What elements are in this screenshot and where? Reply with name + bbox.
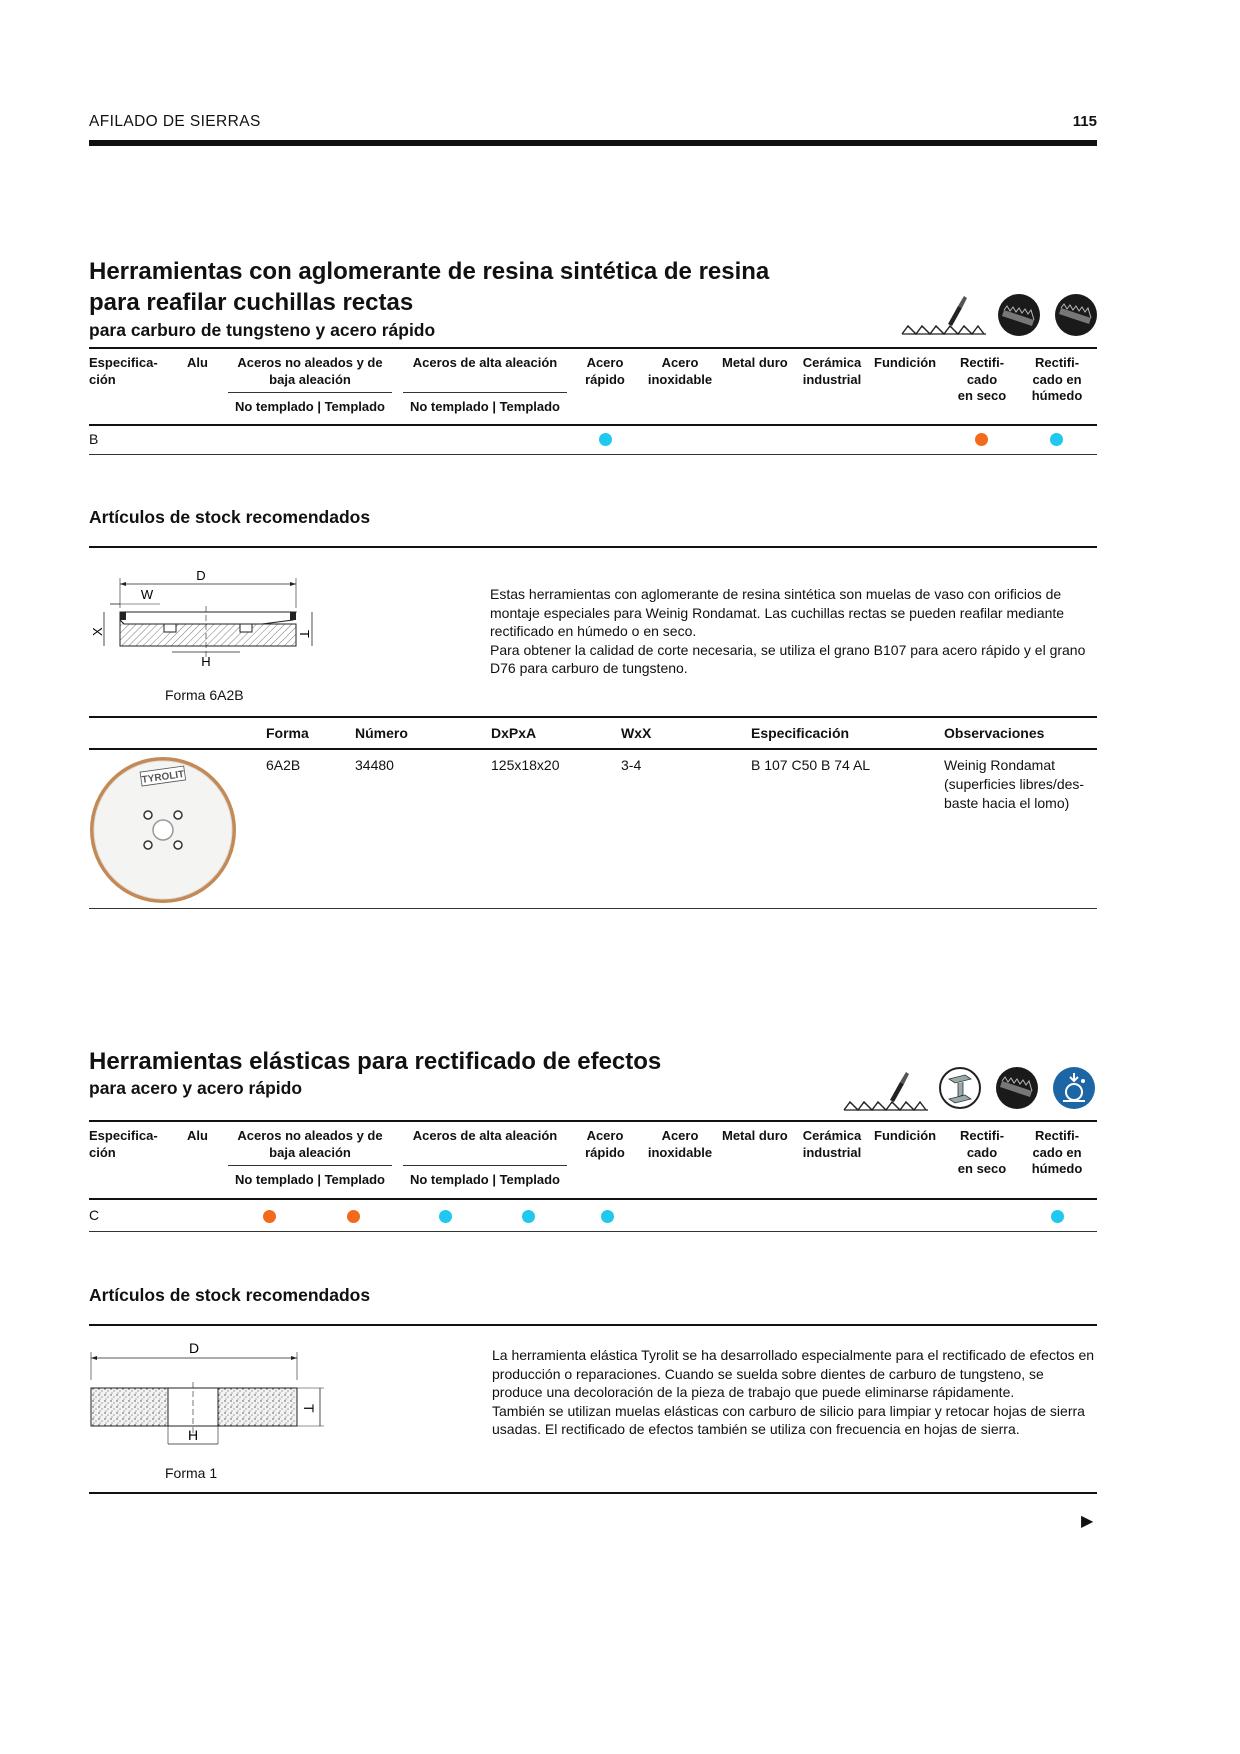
section1-title-line2: para reafilar cuchillas rectas: [89, 289, 414, 316]
col-rect-seco: Rectifi- cado en seco: [957, 355, 1007, 403]
steel-beam-icon: [939, 1067, 981, 1109]
page-number: 115: [1072, 113, 1097, 130]
col-rect-seco: Rectifi- cado en seco: [957, 1128, 1007, 1176]
saw-sharpening-icon: [900, 290, 988, 338]
col-ceramica: Cerámica industrial: [802, 355, 862, 387]
form-1-diagram: [86, 1340, 336, 1450]
dim-label-t: T: [297, 630, 312, 638]
spec-row-label: C: [89, 1207, 100, 1223]
col-especificacion: Especifica- ción: [89, 355, 158, 387]
col-aceros-alta: Aceros de alta aleación: [412, 355, 558, 370]
col-acero-rapido: Acero rápido: [585, 355, 625, 387]
dim-label-d: D: [188, 1340, 200, 1356]
col-acero-inoxidable: Acero inoxidable: [647, 355, 713, 387]
col-observaciones: Observaciones: [944, 725, 1045, 741]
col-acero-inoxidable: Acero inoxidable: [647, 1128, 713, 1160]
section1-title: [89, 256, 769, 318]
stock-rule: [89, 546, 1097, 548]
spec-table-top-rule: [89, 347, 1097, 349]
header-bar: [89, 140, 1097, 146]
subheader-rule: [228, 1165, 392, 1166]
col-forma: Forma: [266, 725, 309, 741]
stock-rule: [89, 1324, 1097, 1326]
col-metal-duro: Metal duro: [722, 1128, 788, 1143]
mark-rect-humedo: [1051, 1210, 1064, 1223]
spec-row-label: B: [89, 431, 99, 447]
subheader-rule: [403, 1165, 567, 1166]
col-aceros-no-aleados: Aceros no aleados y de baja aleación: [237, 1128, 383, 1160]
section2-description: [492, 1346, 1098, 1439]
section2-bottom-rule: [89, 1492, 1097, 1494]
mark-alta-templado: [522, 1210, 535, 1223]
cell-dxpxa: 125x18x20: [491, 757, 560, 773]
mark-no-aleados-templado: [347, 1210, 360, 1223]
tyrolit-logo: TYROLIT: [141, 769, 186, 786]
description-paragraph: Para obtener la calidad de corte necesaria, se utiliza el grano B107 para acero rápido y el grano D76 para carburo de tungsteno.: [490, 641, 1086, 677]
product-table-top-rule: [89, 716, 1097, 718]
sub-no-templado-templado: No templado | Templado: [234, 1172, 385, 1187]
dim-label-d: D: [196, 568, 206, 583]
sub-no-templado-templado: No templado | Templado: [409, 1172, 560, 1187]
saw-sharpening-icon: [842, 1066, 930, 1114]
cell-especificacion: B 107 C50 B 74 AL: [751, 757, 871, 773]
spec-table-top-rule: [89, 1120, 1097, 1122]
stock-title: Artículos de stock recomendados: [89, 507, 371, 527]
description-paragraph: La herramienta elástica Tyrolit se ha desarrollado especialmente para el rectificado de efectos en producción o reparaciones. Cuando se suelda sobre dientes de carburo de tungsteno, se produce una decoloración de la pieza de trabajo que puede eliminarse rápidamente.: [492, 1347, 1095, 1401]
next-page-arrow[interactable]: ▶: [1081, 1513, 1094, 1530]
section2-subtitle: para acero y acero rápido: [89, 1078, 303, 1098]
col-especificacion: Especifica- ción: [89, 1128, 158, 1160]
section-header: AFILADO DE SIERRAS: [89, 113, 261, 130]
cell-numero: 34480: [355, 757, 394, 773]
col-aceros-alta: Aceros de alta aleación: [412, 1128, 558, 1143]
sub-no-templado-templado: No templado | Templado: [409, 399, 560, 414]
saw-blade-dark-icon: [998, 294, 1040, 336]
col-fundicion: Fundición: [874, 1128, 937, 1143]
section1-description: [490, 585, 1098, 678]
col-rect-humedo: Rectifi- cado en húmedo: [1031, 355, 1083, 403]
spec-table-bottom-rule: [89, 1231, 1097, 1232]
form-6a2b-diagram: [86, 568, 336, 678]
description-paragraph: Estas herramientas con aglomerante de resina sintética son muelas de vaso con orificios de montaje especiales para Weinig Rondamat. Las cuchillas rectas se pueden reafilar mediante rectificado en húmedo o en seco.: [490, 586, 1065, 640]
section1-subtitle: para carburo de tungsteno y acero rápido: [89, 320, 436, 340]
mark-rect-humedo: [1050, 433, 1063, 446]
spec-table-bottom-rule: [89, 454, 1097, 455]
spec-table-header-rule: [89, 424, 1097, 426]
form-caption: Forma 6A2B: [165, 687, 244, 703]
cell-forma: 6A2B: [266, 757, 301, 773]
subheader-rule: [228, 392, 392, 393]
dim-label-x: X: [90, 627, 105, 636]
col-fundicion: Fundición: [874, 355, 937, 370]
description-paragraph: También se utilizan muelas elásticas con carburo de silicio para limpiar y retocar hojas de sierra usadas. El rectificado de efectos también se utiliza con frecuencia en hojas de sierra.: [492, 1402, 1085, 1438]
cell-wxx: 3-4: [621, 757, 642, 773]
mark-acero-rapido: [601, 1210, 614, 1223]
col-alu: Alu: [187, 1128, 208, 1143]
dim-label-w: W: [140, 587, 154, 602]
spec-table-header-rule: [89, 1198, 1097, 1200]
mark-alta-no-templado: [439, 1210, 452, 1223]
col-aceros-no-aleados: Aceros no aleados y de baja aleación: [237, 355, 383, 387]
wet-grinding-icon: [1053, 1067, 1095, 1109]
col-metal-duro: Metal duro: [722, 355, 788, 370]
col-wxx: WxX: [621, 725, 652, 741]
col-ceramica: Cerámica industrial: [802, 1128, 862, 1160]
form-caption: Forma 1: [165, 1465, 218, 1481]
saw-blade-dark-icon: [1055, 294, 1097, 336]
product-wheel-image: [88, 755, 238, 905]
sub-no-templado-templado: No templado | Templado: [234, 399, 385, 414]
dim-label-t: T: [301, 1404, 317, 1413]
dim-label-h: H: [187, 1427, 199, 1443]
col-dxpxa: DxPxA: [491, 725, 537, 741]
col-rect-humedo: Rectifi- cado en húmedo: [1031, 1128, 1083, 1176]
product-table-header-rule: [89, 748, 1097, 750]
cell-observaciones: Weinig Rondamat (superficies libres/des- baste hacia el lomo): [944, 757, 1085, 811]
mark-no-aleados-no-templado: [263, 1210, 276, 1223]
stock-title: Artículos de stock recomendados: [89, 1285, 371, 1305]
col-acero-rapido: Acero rápido: [585, 1128, 625, 1160]
mark-acero-rapido: [599, 433, 612, 446]
section2-title: Herramientas elásticas para rectificado de efectos: [89, 1048, 662, 1075]
dim-label-h: H: [201, 654, 211, 669]
col-especificacion: Especificación: [751, 725, 850, 741]
col-numero: Número: [355, 725, 408, 741]
saw-blade-dark-icon: [996, 1067, 1038, 1109]
subheader-rule: [403, 392, 567, 393]
product-table-bottom-rule: [89, 908, 1097, 909]
mark-rect-seco: [975, 433, 988, 446]
col-alu: Alu: [187, 355, 208, 370]
section1-title-line1: Herramientas con aglomerante de resina sintética de resina: [89, 258, 770, 285]
